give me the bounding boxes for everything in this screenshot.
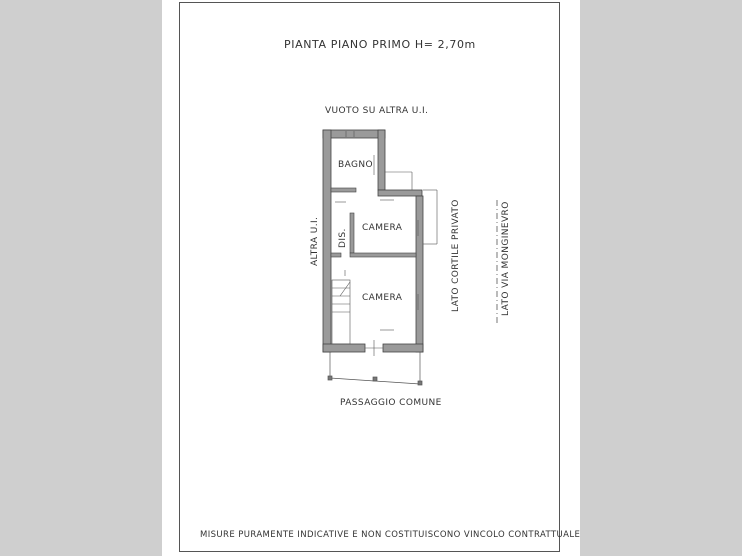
bottom-wall-left [323, 344, 365, 352]
left-side-label: ALTRA U.I. [310, 216, 320, 266]
courtyard-side-label: LATO CORTILE PRIVATO [451, 199, 461, 312]
hallway-partition [350, 213, 354, 253]
left-wall [323, 130, 331, 352]
bottom-side-label: PASSAGGIO COMUNE [340, 398, 442, 408]
step-wall [378, 190, 422, 196]
top-side-label: VUOTO SU ALTRA U.I. [325, 106, 429, 116]
bottom-wall-right [383, 344, 423, 352]
fence-post-right [418, 381, 422, 385]
bedroom-partition [350, 253, 416, 257]
bathroom-right-wall [378, 130, 385, 190]
hallway-partition-stub [331, 253, 341, 257]
room-label-bathroom: BAGNO [338, 160, 373, 170]
fence-post-middle [373, 377, 377, 381]
street-side-label: LATO VIA MONGINEVRO [501, 201, 511, 316]
room-label-hallway: DIS. [338, 228, 348, 248]
fence-post-left [328, 376, 332, 380]
passage-fence [328, 352, 422, 385]
plan-title: PIANTA PIANO PRIMO H= 2,70m [284, 38, 476, 51]
room-label-bedroom-1: CAMERA [362, 223, 403, 233]
room-label-bedroom-2: CAMERA [362, 293, 403, 303]
right-wall [416, 196, 423, 352]
bathroom-partition [331, 188, 356, 192]
disclaimer: MISURE PURAMENTE INDICATIVE E NON COSTITUISCONO VINCOLO CONTRATTUALE [200, 530, 581, 540]
stair [332, 280, 350, 344]
